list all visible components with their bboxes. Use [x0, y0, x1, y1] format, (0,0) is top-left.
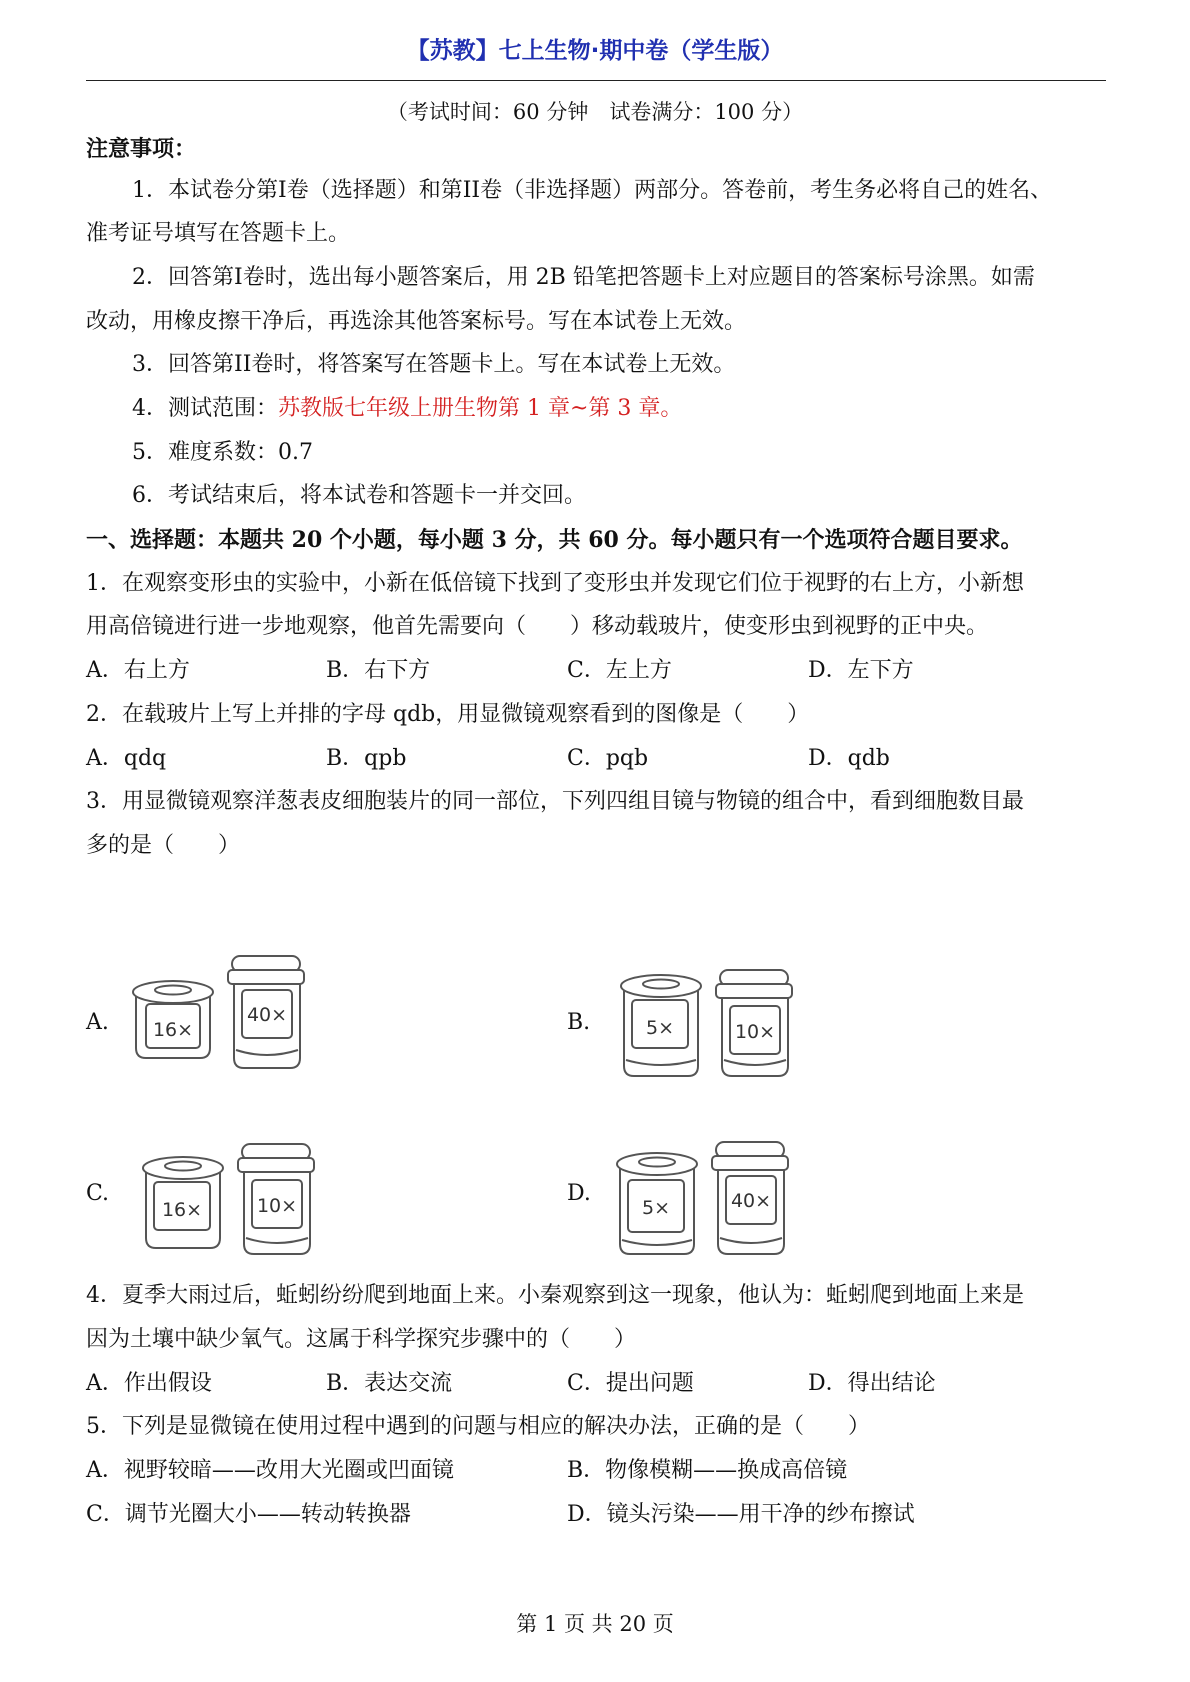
question-5-option-b[interactable]: B．物像模糊——换成高倍镜 — [567, 1458, 848, 1483]
question-3-option-c-label[interactable]: C. — [86, 1181, 110, 1206]
question-5-option-c[interactable]: C．调节光圈大小——转动转换器 — [86, 1502, 411, 1527]
objective-magnification: 40× — [730, 1190, 772, 1212]
question-3-text: 3．用显微镜观察洋葱表皮细胞装片的同一部位，下列四组目镜与物镜的组合中，看到细胞数目最 — [86, 789, 1025, 814]
question-1-option-c[interactable]: C．左上方 — [567, 658, 672, 683]
eyepiece-magnification: 5× — [641, 1197, 671, 1219]
note-line: 6．考试结束后，将本试卷和答题卡一并交回。 — [132, 483, 586, 508]
note-line: 3．回答第II卷时，将答案写在答题卡上。写在本试卷上无效。 — [132, 352, 736, 377]
question-5-option-d[interactable]: D．镜头污染——用干净的纱布擦试 — [567, 1502, 915, 1527]
page-title: 【苏教】七上生物·期中卷（学生版） — [406, 38, 784, 64]
question-3-option-c-figure — [140, 1138, 340, 1266]
section-heading: 一、选择题：本题共 20 个小题，每小题 3 分，共 60 分。每小题只有一个选项符合题目要求。 — [86, 527, 1023, 553]
question-2-option-c[interactable]: C．pqb — [567, 746, 649, 771]
question-3-option-b-figure — [618, 964, 818, 1092]
question-2-option-b[interactable]: B．qpb — [326, 746, 407, 771]
question-1-option-d[interactable]: D．左下方 — [808, 658, 914, 683]
note-line: 准考证号填写在答题卡上。 — [86, 221, 351, 246]
note-scope — [132, 396, 682, 422]
objective-magnification: 40× — [246, 1004, 288, 1026]
question-2-option-a[interactable]: A．qdq — [86, 746, 167, 771]
question-4-text: 因为土壤中缺少氧气。这属于科学探究步骤中的（ ） — [86, 1327, 637, 1352]
eyepiece-magnification: 16× — [152, 1019, 194, 1041]
page-number: 第 1 页 共 20 页 — [516, 1612, 674, 1636]
question-3-option-d-label[interactable]: D. — [567, 1181, 591, 1206]
question-1-option-a[interactable]: A．右上方 — [86, 658, 190, 683]
note-line: 5．难度系数：0.7 — [132, 440, 313, 465]
question-3-option-d-figure — [614, 1136, 814, 1266]
question-1-text: 用高倍镜进行进一步地观察，他首先需要向（ ）移动载玻片，使变形虫到视野的正中央。 — [86, 614, 989, 639]
eyepiece-magnification: 16× — [161, 1199, 203, 1221]
question-4-text: 4．夏季大雨过后，蚯蚓纷纷爬到地面上来。小秦观察到这一现象，他认为：蚯蚓爬到地面上来是 — [86, 1283, 1025, 1308]
question-1-text: 1．在观察变形虫的实验中，小新在低倍镜下找到了变形虫并发现它们位于视野的右上方，小新想 — [86, 571, 1025, 596]
question-2-option-d[interactable]: D．qdb — [808, 746, 890, 771]
exam-time-info: （考试时间：60 分钟 试卷满分：100 分） — [386, 100, 804, 124]
question-4-option-a[interactable]: A．作出假设 — [86, 1371, 212, 1396]
question-3-option-a-figure — [128, 950, 328, 1078]
question-4-option-c[interactable]: C．提出问题 — [567, 1371, 694, 1396]
header-divider — [86, 80, 1106, 81]
note-scope-label: 4．测试范围： — [132, 396, 278, 421]
note-line: 2．回答第I卷时，选出每小题答案后，用 2B 铅笔把答题卡上对应题目的答案标号涂黑。如需 — [132, 265, 1035, 290]
question-2-text: 2．在载玻片上写上并排的字母 qdb，用显微镜观察看到的图像是（ ） — [86, 702, 810, 727]
note-scope-value: 苏教版七年级上册生物第 1 章~第 3 章。 — [278, 396, 683, 421]
notes-heading: 注意事项： — [86, 136, 197, 162]
objective-magnification: 10× — [256, 1195, 298, 1217]
eyepiece-magnification: 5× — [645, 1017, 675, 1039]
question-3-text: 多的是（ ） — [86, 833, 241, 858]
question-4-option-d[interactable]: D．得出结论 — [808, 1371, 936, 1396]
question-1-option-b[interactable]: B．右下方 — [326, 658, 431, 683]
question-5-text: 5．下列是显微镜在使用过程中遇到的问题与相应的解决办法，正确的是（ ） — [86, 1414, 870, 1439]
note-line: 1．本试卷分第I卷（选择题）和第II卷（非选择题）两部分。答卷前，考生务必将自己的姓名、 — [132, 178, 1053, 203]
objective-magnification: 10× — [734, 1021, 776, 1043]
question-3-option-b-label[interactable]: B. — [567, 1010, 591, 1035]
question-5-option-a[interactable]: A．视野较暗——改用大光圈或凹面镜 — [86, 1458, 454, 1483]
question-4-option-b[interactable]: B．表达交流 — [326, 1371, 453, 1396]
question-3-option-a-label[interactable]: A. — [86, 1010, 109, 1035]
note-line: 改动，用橡皮擦干净后，再选涂其他答案标号。写在本试卷上无效。 — [86, 309, 747, 334]
